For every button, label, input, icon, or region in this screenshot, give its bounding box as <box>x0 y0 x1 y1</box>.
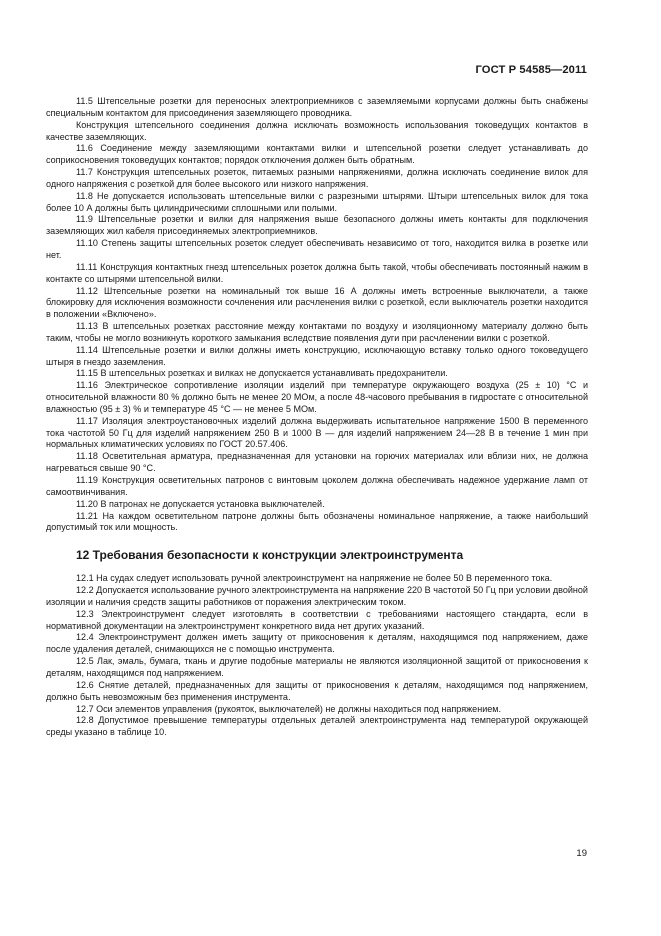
paragraph: 11.8 Не допускается использовать штепсельные вилки с разрезными штырями. Штыри штепсельных вилок для тока более 10 А должны быть цилиндрическими сплошными или полыми. <box>46 190 588 213</box>
document-header: ГОСТ Р 54585—2011 <box>475 64 587 76</box>
section-12-paragraphs <box>46 573 588 739</box>
paragraph: 11.9 Штепсельные розетки и вилки для напряжения выше безопасного должны иметь контакты для подключения заземляющих жил кабеля присоединяемых электроприемников. <box>46 214 588 237</box>
paragraph: 11.14 Штепсельные розетки и вилки должны иметь конструкцию, исключающую вставку только одного токоведущего штыря в гнездо заземления. <box>46 344 588 367</box>
paragraph: 11.17 Изоляция электроустановочных изделий должна выдерживать испытательное напряжение 1500 В переменного тока частотой 50 Гц для изделий напряжением 250 В и 1000 В — для изделий напряжением 24—28 В в течение 1 мин при нормальных климатических условиях по ГОСТ 20.57.406. <box>46 415 588 450</box>
paragraph: Конструкция штепсельного соединения должна исключать возможность использования токоведущих контактов в качестве заземляющих. <box>46 119 588 142</box>
section-11-paragraphs <box>46 96 588 534</box>
paragraph: 12.3 Электроинструмент следует изготовлять в соответствии с требованиями настоящего стандарта, если в нормативной документации на электроинструмент конкретного вида нет других указаний. <box>46 608 588 631</box>
paragraph: 11.19 Конструкция осветительных патронов с винтовым цоколем должна обеспечивать надежное удержание ламп от самоотвинчивания. <box>46 475 588 497</box>
paragraph: 11.12 Штепсельные розетки на номинальный ток выше 16 А должны иметь встроенные выключатели, а также блокировку для исключения возможности сочленения или расчленения вилки с розеткой, если выключатель розетки находится в положении «Включено». <box>46 285 588 320</box>
paragraph: 12.5 Лак, эмаль, бумага, ткань и другие подобные материалы не являются изоляционной защитой от прикосновения к деталям, находящимся под напряжением. <box>46 656 588 678</box>
paragraph: 12.6 Снятие деталей, предназначенных для защиты от прикосновения к деталям, находящимся под напряжением, должно быть невозможным без применения инструмента. <box>46 679 588 702</box>
paragraph: 11.16 Электрическое сопротивление изоляции изделий при температуре окружающего воздуха (25 ± 10) °С и относительной влажности 80 % должно быть не менее 20 МОм, а после 48-часового пребывания в гидростате с относительной влажностью (95 ± 3) % и температуре 45 °С — не менее 5 МОм. <box>46 380 588 414</box>
paragraph: 11.13 В штепсельных розетках расстояние между контактами по воздуху и изоляционному материалу должно быть таким, чтобы не могло возникнуть короткого замыкания вследствие появления дуги при расчленении вилки с розеткой. <box>46 321 588 343</box>
page-number: 19 <box>576 848 587 859</box>
paragraph: 12.2 Допускается использование ручного электроинструмента на напряжение 220 В частотой 50 Гц при условии двойной изоляции и наличия средств защиты работников от поражения электрическим током. <box>46 585 588 607</box>
paragraph: 11.15 В штепсельных розетках и вилках не допускается устанавливать предохранители. <box>76 368 448 379</box>
document-body <box>46 96 588 739</box>
paragraph: 11.7 Конструкция штепсельных розеток, питаемых разными напряжениями, должна исключать соединение вилок для одного напряжения с розеткой для более высокого или низкого напряжения. <box>46 167 588 189</box>
paragraph: 11.20 В патронах не допускается установка выключателей. <box>76 498 325 509</box>
paragraph: 11.5 Штепсельные розетки для переносных электроприемников с заземляемыми корпусами должны быть снабжены специальным контактом для присоединения заземляющего проводника. <box>46 96 588 118</box>
paragraph: 11.6 Соединение между заземляющими контактами вилки и штепсельной розетки следует устанавливать до соприкосновения токоведущих контактов; порядок отключения должен быть обратным. <box>46 143 588 166</box>
paragraph: 11.11 Конструкция контактных гнезд штепсельных розеток должна быть такой, чтобы обеспечивать постоянный нажим в контакте со штырями штепсельной вилки. <box>46 261 588 284</box>
paragraph: 12.4 Электроинструмент должен иметь защиту от прикосновения к деталям, находящимся под напряжением, даже после удаления деталей, снимающихся не с помощью инструмента. <box>46 632 588 655</box>
paragraph: 11.21 На каждом осветительном патроне должны быть обозначены номинальное напряжение, а также наибольший допустимый ток или мощность. <box>46 510 588 533</box>
section-heading: 12 Требования безопасности к конструкции электроинструмента <box>76 548 464 563</box>
paragraph: 12.7 Оси элементов управления (рукояток, выключателей) не должны находиться под напряжением. <box>76 703 502 714</box>
paragraph: 11.10 Степень защиты штепсельных розеток следует обеспечивать независимо от того, находится вилка в розетке или нет. <box>46 238 588 260</box>
paragraph: 11.18 Осветительная арматура, предназначенная для установки на горючих материалах или вблизи них, не должна нагреваться свыше 90 °С. <box>46 451 588 474</box>
paragraph: 12.8 Допустимое превышение температуры отдельных деталей электроинструмента над температурой окружающей среды указано в таблице 10. <box>46 715 588 738</box>
paragraph: 12.1 На судах следует использовать ручной электроинструмент на напряжение не более 50 В переменного тока. <box>76 573 553 584</box>
